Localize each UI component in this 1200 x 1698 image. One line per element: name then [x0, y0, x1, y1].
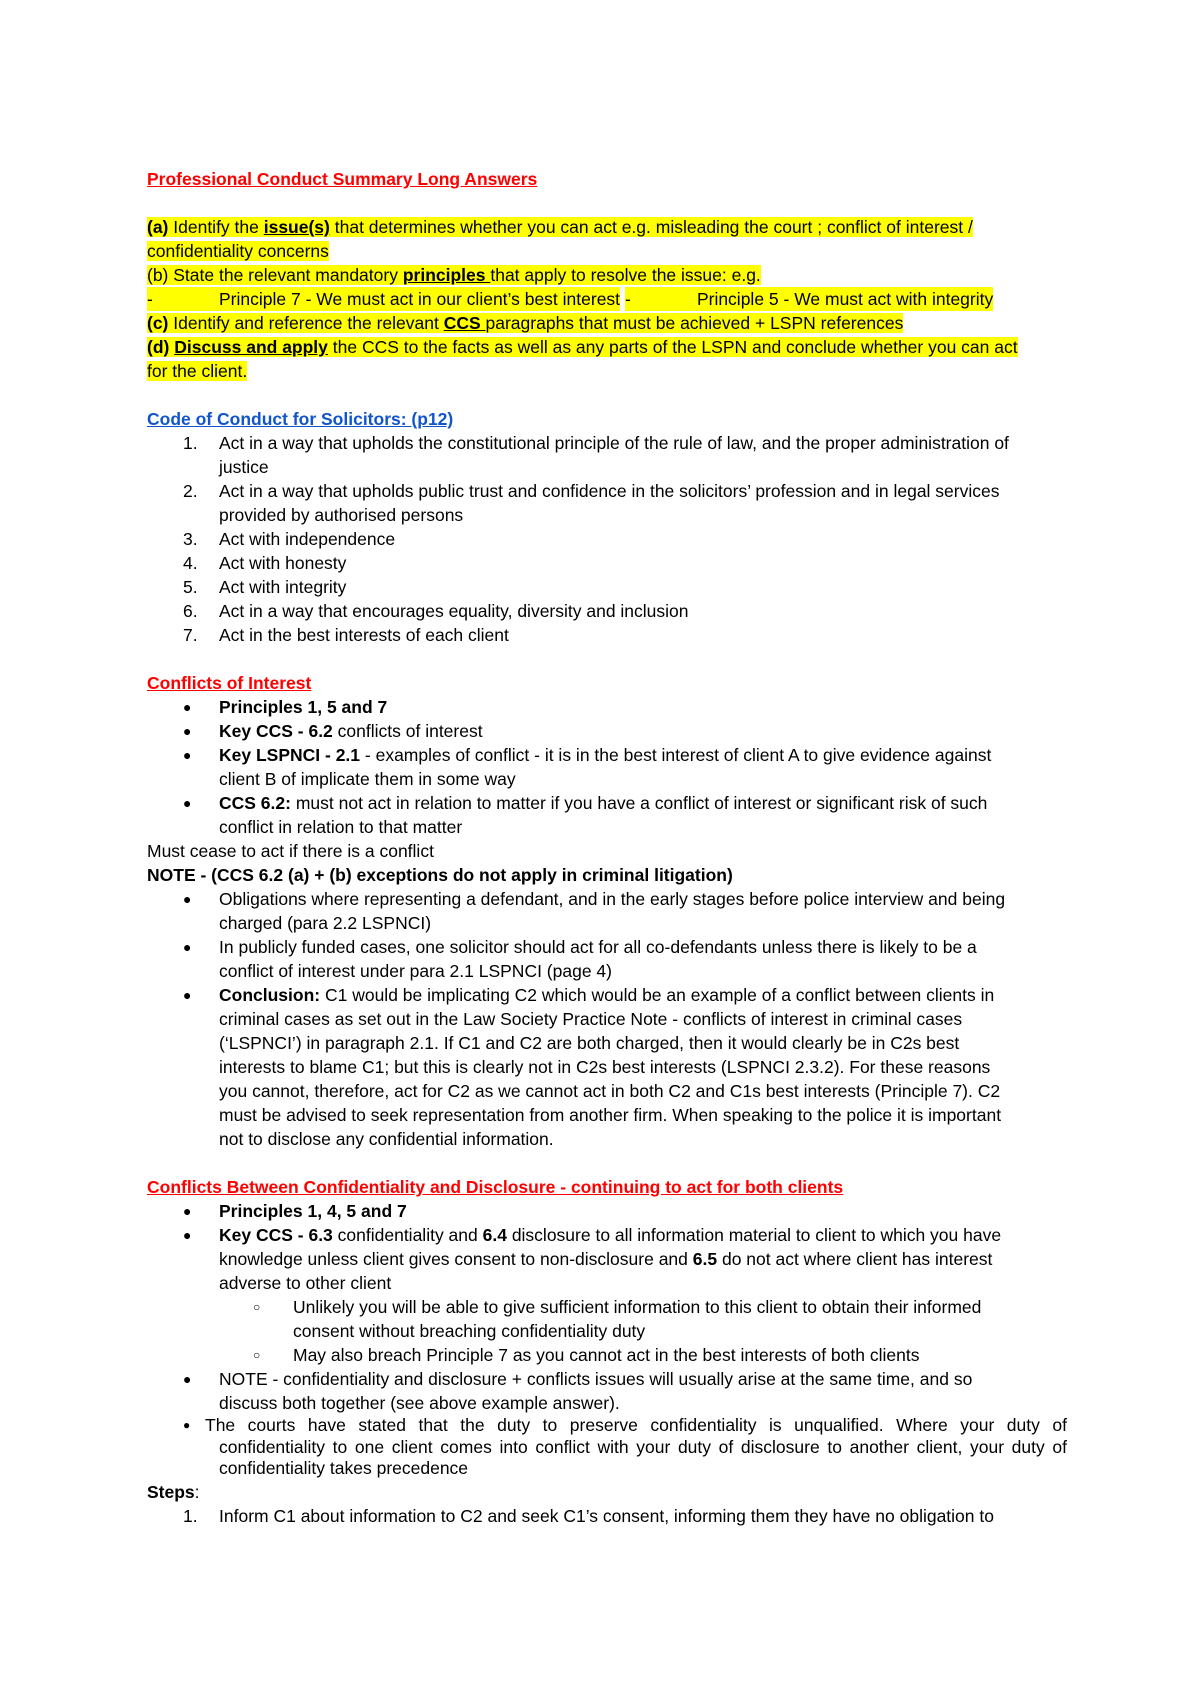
code-heading: Code of Conduct for Solicitors: (p12) [147, 409, 454, 429]
bullet-item-conclusion: ● Conclusion: C1 would be implicating C2 which would be an example of a conflict between clients in [183, 985, 995, 1005]
sub-bullet-item: ○ Unlikely you will be able to give sufficient information to this client to obtain their informed [253, 1297, 982, 1317]
sub-bullet-item: ○ May also breach Principle 7 as you cannot act in the best interests of both clients [253, 1345, 920, 1365]
steps-label: Steps: [147, 1481, 200, 1502]
bullet-item: ● In publicly funded cases, one solicitor should act for all co-defendants unless there is likely to be a [183, 937, 977, 957]
bullet-item-justified: ● The courts have stated that the duty to preserve confidentiality is unqualified. Where your duty of [183, 1415, 1067, 1435]
bullet-item-cont: must be advised to seek representation from another firm. When speaking to the police it is important [219, 1105, 1002, 1125]
intro-step-d-cont: for the client. [147, 361, 248, 381]
step-item: 1. Inform C1 about information to C2 and seek C1’s consent, informing them they have no obligation to [183, 1505, 994, 1526]
bullet-item-cont: conflict of interest under para 2.1 LSPNCI (page 4) [219, 961, 612, 981]
bullet-item-cont: criminal cases as set out in the Law Society Practice Note - conflicts of interest in criminal cases [219, 1009, 963, 1029]
bullet-icon: ● [183, 1371, 192, 1387]
bullet-icon: ● [183, 699, 192, 715]
principle-item: 6. Act in a way that encourages equality, diversity and inclusion [183, 601, 689, 621]
coi-note-heading: NOTE - (CCS 6.2 (a) + (b) exceptions do not apply in criminal litigation) [147, 865, 733, 885]
bullet-item-cont: not to disclose any confidential information. [219, 1129, 554, 1149]
bullet-item: ● Obligations where representing a defendant, and in the early stages before police interview and being [183, 889, 1006, 909]
bullet-item: ● Principles 1, 4, 5 and 7 [183, 1201, 407, 1221]
bullet-item-cont: you cannot, therefore, act for C2 as we cannot act in both C2 and C1s best interests (Principle 7). C2 [219, 1081, 1001, 1101]
bullet-icon: ● [183, 723, 192, 739]
bullet-icon: ● [183, 747, 192, 763]
intro-principle-5: - Principle 5 - We must act with integrity [624, 289, 994, 309]
intro-principle-7: - Principle 7 - We must act in our client’s best interest [147, 289, 621, 309]
bullet-item-cont: knowledge unless client gives consent to non-disclosure and 6.5 do not act where client has interest [219, 1249, 993, 1269]
bullet-item-cont: (‘LSPNCI’) in paragraph 2.1. If C1 and C2 are both charged, then it would clearly be in C2s best [219, 1033, 960, 1053]
bullet-icon: ● [183, 939, 192, 955]
bullet-item: ● Principles 1, 5 and 7 [183, 697, 388, 717]
document-page [147, 167, 1067, 1528]
intro-step-b: (b) State the relevant mandatory principles that apply to resolve the issue: e.g. [147, 265, 761, 285]
bullet-item: ● Key CCS - 6.3 confidentiality and 6.4 disclosure to all information material to client to which you have [183, 1225, 1002, 1245]
document-title: Professional Conduct Summary Long Answers [147, 169, 538, 189]
intro-step-c: (c) Identify and reference the relevant CCS paragraphs that must be achieved + LSPN references [147, 313, 904, 333]
bullet-icon: ● [183, 1418, 191, 1432]
intro-step-a-cont: confidentiality concerns [147, 241, 329, 261]
bullet-item-cont: adverse to other client [219, 1273, 392, 1293]
coi-cease-note: Must cease to act if there is a conflict [147, 841, 434, 861]
bullet-item: ● Key CCS - 6.2 conflicts of interest [183, 721, 483, 741]
bullet-item: ● NOTE - confidentiality and disclosure + conflicts issues will usually arise at the same time, and so [183, 1369, 973, 1389]
principle-item: 2. Act in a way that upholds public trust and confidence in the solicitors’ profession and in legal services [183, 481, 1000, 501]
principle-item: 7. Act in the best interests of each client [183, 625, 509, 645]
bullet-item-cont: confidentiality to one client comes into conflict with your duty of disclosure to another client, your duty of [219, 1436, 1067, 1457]
principle-item: 5. Act with integrity [183, 577, 347, 597]
principle-item-cont: provided by authorised persons [219, 505, 464, 525]
sub-bullet-item-cont: consent without breaching confidentiality duty [293, 1321, 646, 1341]
principle-item-cont: justice [219, 457, 269, 477]
intro-step-a: (a) Identify the issue(s) that determines whether you can act e.g. misleading the court ; conflict of interest / [147, 217, 973, 237]
bullet-icon: ● [183, 1203, 192, 1219]
bullet-item-cont: client B of implicate them in some way [219, 769, 516, 789]
intro-step-d: (d) Discuss and apply the CCS to the facts as well as any parts of the LSPN and conclude whether you can act [147, 337, 1018, 357]
bullet-icon: ● [183, 1227, 192, 1243]
principle-item: 1. Act in a way that upholds the constitutional principle of the rule of law, and the proper administration of [183, 433, 1009, 453]
coi-heading: Conflicts of Interest [147, 673, 312, 693]
bullet-icon: ● [183, 891, 192, 907]
bullet-item-cont: interests to blame C1; but this is clearly not in C2s best interests (LSPNCI 2.3.2). For these reasons [219, 1057, 991, 1077]
principle-item: 3. Act with independence [183, 529, 396, 549]
bullet-icon: ● [183, 987, 192, 1003]
bullet-item-cont: conflict in relation to that matter [219, 817, 463, 837]
bullet-item-cont: discuss both together (see above example answer). [219, 1393, 620, 1413]
cbcd-heading: Conflicts Between Confidentiality and Disclosure - continuing to act for both clients [147, 1177, 844, 1197]
hollow-bullet-icon: ○ [253, 1300, 261, 1314]
principle-item: 4. Act with honesty [183, 553, 347, 573]
bullet-item-cont: charged (para 2.2 LSPNCI) [219, 913, 432, 933]
bullet-item: ● Key LSPNCI - 2.1 - examples of conflict - it is in the best interest of client A to give evidence against [183, 745, 992, 765]
bullet-icon: ● [183, 795, 192, 811]
bullet-item-cont: confidentiality takes precedence [219, 1458, 469, 1478]
bullet-item: ● CCS 6.2: must not act in relation to matter if you have a conflict of interest or significant risk of such [183, 793, 988, 813]
hollow-bullet-icon: ○ [253, 1348, 261, 1362]
